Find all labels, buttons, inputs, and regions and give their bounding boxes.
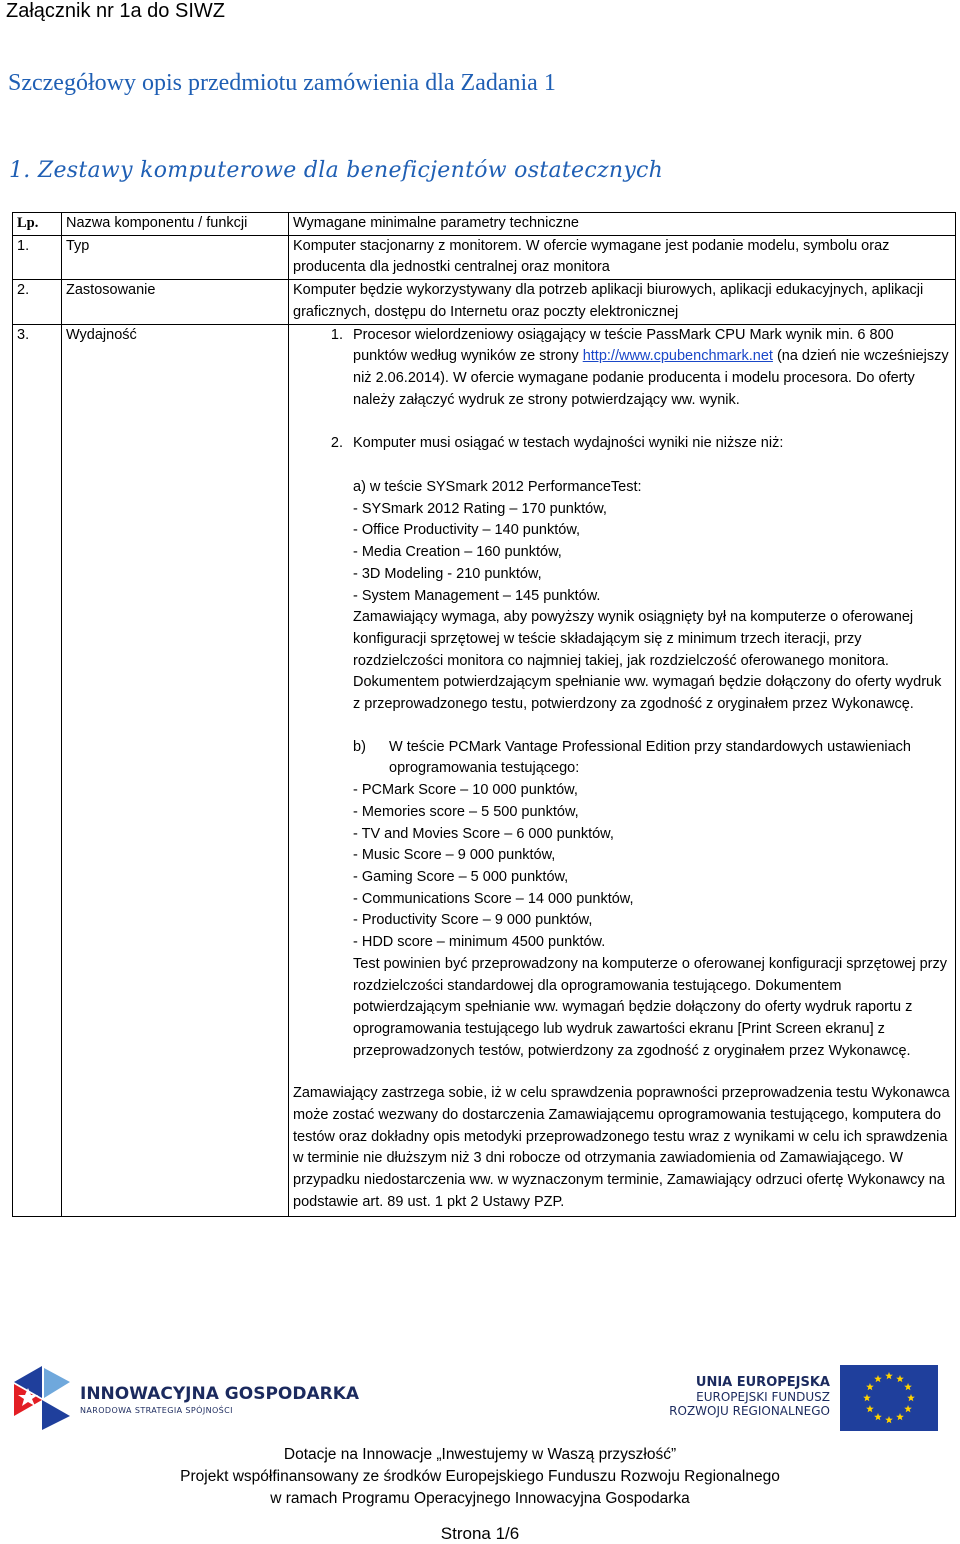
list-item: - Office Productivity – 140 punktów, (353, 522, 581, 539)
row-number: 1. (13, 235, 62, 279)
header-requirements: Wymagane minimalne parametry techniczne (289, 213, 956, 236)
list-item: - System Management – 145 punktów. (353, 587, 601, 604)
table-row (13, 280, 956, 324)
list-item: - SYSmark 2012 Rating – 170 punktów, (353, 500, 607, 517)
list-item: - PCMark Score – 10 000 punktów, (353, 782, 578, 799)
pcmark-title-row (353, 737, 951, 780)
table-header-row (13, 213, 956, 236)
item-letter: b) (353, 738, 366, 755)
attachment-label: Załącznik nr 1a do SIWZ (6, 0, 225, 22)
sysmark-section (293, 477, 951, 1062)
list-item: - Productivity Score – 9 000 punktów, (353, 912, 593, 929)
requirement-item-2 (293, 433, 951, 455)
eu-fund-line2: ROZWOJU REGIONALNEGO (669, 1404, 830, 1418)
list-item: - Memories score – 5 500 punktów, (353, 803, 579, 820)
list-item: - Communications Score – 14 000 punktów, (353, 890, 634, 907)
item-text (353, 325, 951, 412)
verification-note: Zamawiający zastrzega sobie, iż w celu sprawdzenia poprawności przeprowadzenia testu Wykonawca może zostać wezwany do dostarczenia Zamawiającemu oprogramowania testującego, komputera do testów oraz dokładny opis metodyki przeprowadzonego testu wraz z wynikami w celu ich sprawdzenia w terminie nie dłuższym niż 3 dni robocze od otrzymania zawiadomienia od Zamawiającego. W przypadku niedostarczenia ww. w wyznaczonym terminie, Zamawiający odrzuci ofertę Wykonawcy na podstawie art. 89 ust. 1 pkt 2 Ustawy PZP. (293, 1085, 950, 1210)
eu-logo-text (669, 1375, 830, 1418)
eu-flag-icon (840, 1365, 938, 1431)
requirements-table (12, 212, 956, 1217)
sysmark-description: Zamawiający wymaga, aby powyższy wynik osiągnięty był na komputerze o oferowanej konfiguracji sprzętowej w teście składającym się z minimum trzech iteracji, przy rozdzielczości monitora co najmniej takiej, jak rozdzielczość oferowanego monitora. Dokumentem potwierdzającym spełnianie ww. wymagań będzie dołączony do oferty wydruk z przeprowadzonego testu, potwierdzony za zgodność z oryginałem przez Wykonawcę. (353, 609, 942, 713)
item-text-part: (na dzień nie wcześniejszy niż 2.06.2014). W ofercie wymagane podanie producenta i modelu procesora. Do oferty należy załączyć wydruk ze strony potwierdzający ww. wynik. (353, 348, 949, 408)
eu-name: UNIA EUROPEJSKA (695, 1375, 830, 1390)
page-number: Strona 1/6 (440, 1524, 520, 1543)
table-row (13, 235, 956, 279)
component-name: Zastosowanie (62, 280, 289, 324)
document-title: Szczegółowy opis przedmiotu zamówienia dla Zadania 1 (8, 70, 556, 96)
footer-project: Projekt współfinansowany ze środków Europejskiego Funduszu Rozwoju Regionalnego (180, 1468, 780, 1485)
row-number: 2. (13, 280, 62, 324)
list-item: - TV and Movies Score – 6 000 punktów, (353, 825, 614, 842)
pcmark-description: Test powinien być przeprowadzony na komputerze o oferowanej konfiguracji sprzętowej przy rozdzielczości standardowej dla oprogramowania testującego. Dokumentem potwierdzającym spełnianie ww. wymagań będzie dołączony do oferty wydruk raportu z oprogramowania testującego lub wydruk zawartości ekranu [Print Screen ekranu] z przeprowadzonych testów, potwierdzony za zgodność z oryginałem przez Wykonawcę. (353, 955, 947, 1059)
list-item: - Media Creation – 160 punktów, (353, 544, 562, 561)
requirement-item-1 (293, 325, 951, 412)
section-heading: 1. Zestawy komputerowe dla beneficjentów ostatecznych (9, 158, 664, 183)
ig-logo-subtext: NARODOWA STRATEGIA SPÓJNOŚCI (80, 1406, 233, 1415)
sysmark-list (353, 499, 951, 608)
header-lp: Lp. (13, 213, 62, 236)
ig-emblem-icon (12, 1362, 72, 1432)
item-text-part: Procesor wielordzeniowy osiągający w teście PassMark CPU Mark wynik min. 6 800 punktów według wyników ze strony (353, 326, 894, 365)
list-item: - Music Score – 9 000 punktów, (353, 847, 556, 864)
footer-slogan: Dotacje na Innowacje „Inwestujemy w Waszą przyszłość” (283, 1446, 677, 1463)
item-number: 1. (330, 326, 343, 343)
footer-programme: w ramach Programu Operacyjnego Innowacyjna Gospodarka (270, 1490, 690, 1507)
pcmark-title: W teście PCMark Vantage Professional Edition przy standardowych ustawieniach oprogramowania testującego: (389, 738, 911, 777)
list-item: - HDD score – minimum 4500 punktów. (353, 934, 606, 951)
list-item: - Gaming Score – 5 000 punktów, (353, 868, 569, 885)
ig-logo-text: INNOWACYJNA GOSPODARKA (80, 1384, 360, 1404)
innowacyjna-gospodarka-logo (12, 1362, 360, 1432)
component-name: Wydajność (62, 324, 289, 1216)
requirement-text: Komputer będzie wykorzystywany dla potrzeb aplikacji biurowych, aplikacji edukacyjnych, aplikacji graficznych, dostępu do Internetu oraz poczty elektronicznej (289, 280, 956, 324)
item-text: Komputer musi osiągać w testach wydajności wyniki nie niższe niż: (353, 435, 784, 452)
component-name: Typ (62, 235, 289, 279)
table-row (13, 324, 956, 1216)
item-number: 2. (330, 435, 343, 452)
requirement-text: Komputer stacjonarny z monitorem. W ofercie wymagane jest podanie modelu, symbolu oraz producenta dla jednostki centralnej oraz monitora (289, 235, 956, 279)
eu-logo (640, 1365, 940, 1435)
eu-fund-line1: EUROPEJSKI FUNDUSZ (696, 1390, 830, 1404)
sysmark-title: a) w teście SYSmark 2012 PerformanceTest: (353, 479, 642, 496)
row-number: 3. (13, 324, 62, 1216)
cpubenchmark-link[interactable]: http://www.cpubenchmark.net (582, 348, 773, 365)
performance-requirements (289, 324, 956, 1216)
list-item: - 3D Modeling - 210 punktów, (353, 565, 542, 582)
pcmark-list (353, 780, 951, 954)
header-component: Nazwa komponentu / funkcji (62, 213, 289, 236)
